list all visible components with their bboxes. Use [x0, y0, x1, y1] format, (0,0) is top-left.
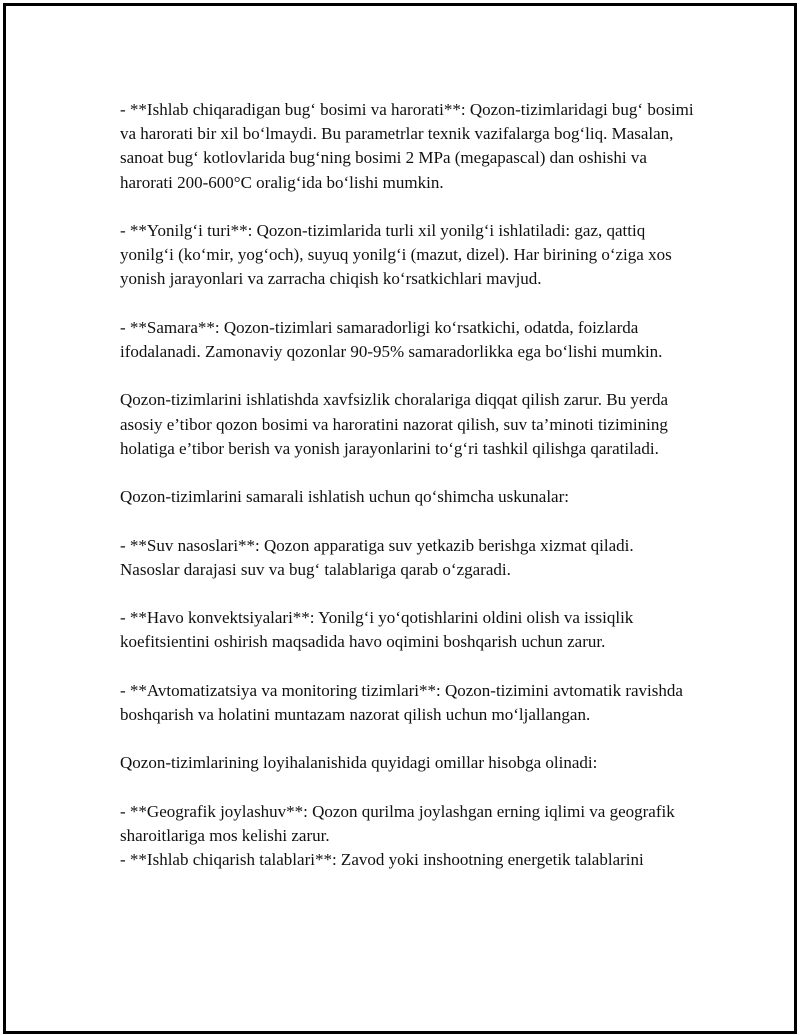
paragraph-geographic-location: - **Geografik joylashuv**: Qozon qurilma joylashgan erning iqlimi va geografik sharoitlariga mos kelishi zarur. — [120, 801, 675, 845]
paragraph-efficiency: - **Samara**: Qozon-tizimlari samaradorligi ko‘rsatkichi, odatda, foizlarda ifodalanadi. Zamonaviy qozonlar 90-95% samaradorlikka ega bo‘lishi mumkin. — [120, 317, 663, 361]
page-frame — [3, 3, 797, 1034]
paragraph-design-factors-intro: Qozon-tizimlarining loyihalanishida quyidagi omillar hisobga olinadi: — [120, 753, 598, 773]
paragraph-fuel-type: - **Yonilg‘i turi**: Qozon-tizimlarida turli xil yonilg‘i ishlatiladi: gaz, qattiq yonilg‘i (ko‘mir, yog‘och), suyuq yonilg‘i (mazut, dizel). Har birining o‘ziga xos yonish jarayonlari va zarracha chiqish ko‘rsatkichlari mavjud. — [120, 221, 672, 289]
paragraph-water-pumps: - **Suv nasoslari**: Qozon apparatiga suv yetkazib berishga xizmat qiladi. Nasoslar darajasi suv va bug‘ talablariga qarab o‘zgaradi. — [120, 535, 634, 579]
paragraph-air-convection: - **Havo konvektsiyalari**: Yonilg‘i yo‘qotishlarini oldini olish va issiqlik koefitsientini oshirish maqsadida havo oqimini boshqarish uchun zarur. — [120, 608, 634, 652]
document-body — [120, 98, 695, 872]
paragraph-production-requirements: - **Ishlab chiqarish talablari**: Zavod yoki inshootning energetik talablarini — [120, 850, 644, 870]
paragraph-safety: Qozon-tizimlarini ishlatishda xavfsizlik choralariga diqqat qilish zarur. Bu yerda asosiy e’tibor qozon bosimi va haroratini nazorat qilish, suv ta’minoti tizimining holatiga e’tibor berish va yonish jarayonlarini to‘g‘ri tashkil qilishga qaratiladi. — [120, 390, 669, 458]
paragraph-steam-pressure: - **Ishlab chiqaradigan bug‘ bosimi va harorati**: Qozon-tizimlaridagi bug‘ bosimi va harorati bir xil bo‘lmaydi. Bu parametrlar texnik vazifalarga bog‘liq. Masalan, sanoat bug‘ kotlovlarida bug‘ning bosimi 2 MPa (megapascal) dan oshishi va harorati 200-600°C oralig‘ida bo‘lishi mumkin. — [120, 100, 694, 192]
paragraph-equipment-intro: Qozon-tizimlarini samarali ishlatish uchun qo‘shimcha uskunalar: — [120, 487, 569, 507]
paragraph-automation: - **Avtomatizatsiya va monitoring tizimlari**: Qozon-tizimini avtomatik ravishda boshqarish va holatini muntazam nazorat qilish uchun mo‘ljallangan. — [120, 680, 683, 724]
